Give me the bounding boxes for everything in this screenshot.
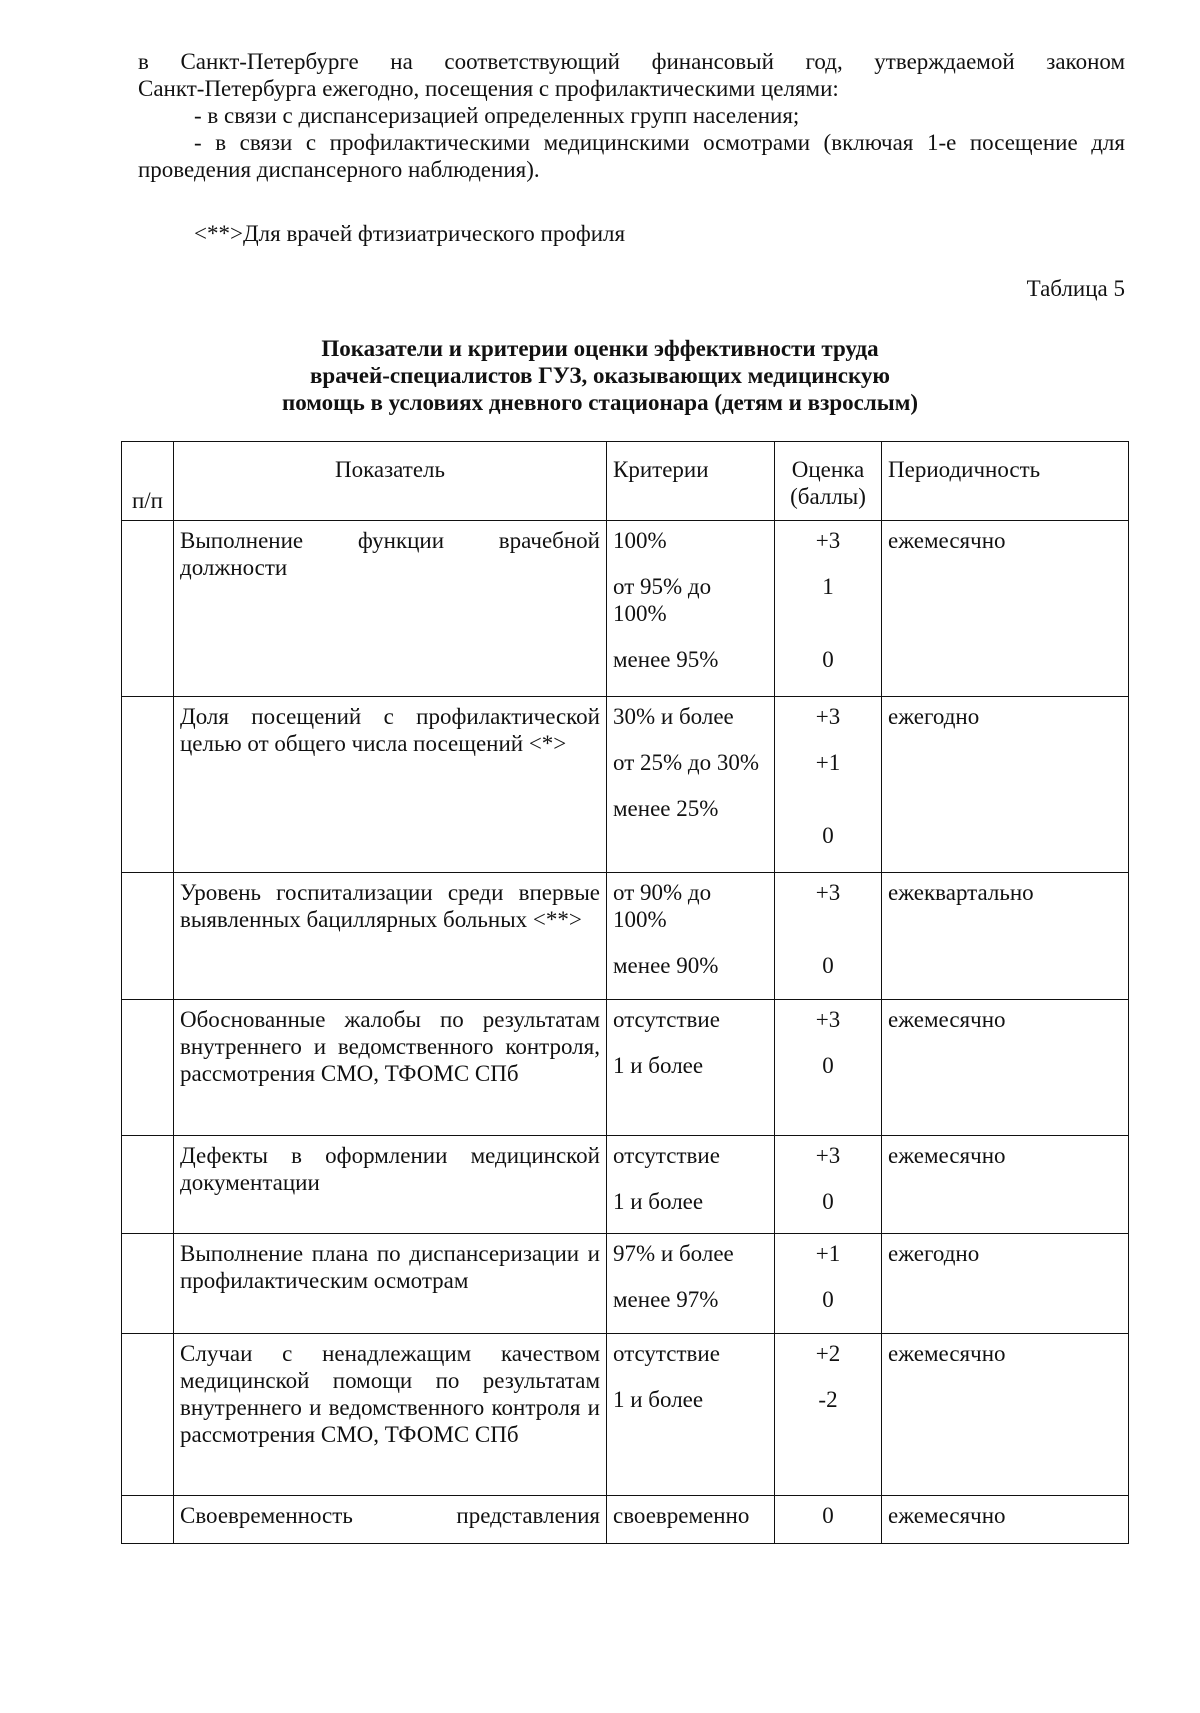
row-num bbox=[122, 521, 174, 697]
table-row bbox=[122, 873, 1129, 1000]
row-indicator: Обоснованные жалобы по результатам внутреннего и ведомственного контроля, рассмотрения СМО, ТФОМС СПб bbox=[180, 1007, 600, 1086]
criterion: 1 и более bbox=[613, 1189, 704, 1214]
intro-text bbox=[138, 48, 1125, 183]
criterion: менее 97% bbox=[613, 1287, 719, 1312]
row-period: ежегодно bbox=[882, 1234, 1129, 1334]
row-period: ежеквартально bbox=[882, 873, 1129, 1000]
header-period: Периодичность bbox=[882, 442, 1129, 521]
table-row bbox=[122, 697, 1129, 873]
row-period: ежемесячно bbox=[882, 1136, 1129, 1234]
header-criteria: Критерии bbox=[607, 442, 775, 521]
score: +3 bbox=[815, 1007, 841, 1032]
criterion: отсутствие bbox=[613, 1007, 720, 1032]
criterion: менее 25% bbox=[613, 796, 719, 821]
score: +3 bbox=[815, 704, 841, 729]
criterion: отсутствие bbox=[613, 1143, 720, 1168]
criterion: 97% и более bbox=[613, 1241, 734, 1266]
score: +1 bbox=[815, 1241, 841, 1266]
row-num bbox=[122, 1234, 174, 1334]
table-row bbox=[122, 1334, 1129, 1496]
score: 1 bbox=[822, 574, 834, 599]
intro-line-2: Санкт-Петербурга ежегодно, посещения с профилактическими целями: bbox=[138, 76, 839, 101]
score: +3 bbox=[815, 528, 841, 553]
criterion: 100% bbox=[613, 528, 667, 553]
score: +1 bbox=[815, 750, 841, 775]
score: 0 bbox=[822, 953, 834, 978]
criterion: 1 и более bbox=[613, 1387, 704, 1412]
title-line-1: Показатели и критерии оценки эффективности труда bbox=[321, 336, 879, 361]
row-period: ежемесячно bbox=[882, 1334, 1129, 1496]
table-title bbox=[0, 335, 1200, 416]
row-period: ежемесячно bbox=[882, 1496, 1129, 1544]
score: 0 bbox=[822, 1189, 834, 1214]
score: 0 bbox=[822, 1503, 834, 1528]
row-num bbox=[122, 697, 174, 873]
header-num: п/п bbox=[122, 442, 174, 521]
row-indicator: Случаи с ненадлежащим качеством медицинской помощи по результатам внутреннего и ведомственного контроля и рассмотрения СМО, ТФОМС СПб bbox=[180, 1341, 600, 1447]
score: -2 bbox=[818, 1387, 838, 1412]
row-indicator: Выполнение функции врачебной должности bbox=[180, 528, 600, 580]
score: +3 bbox=[815, 1143, 841, 1168]
intro-bullet-1: - в связи с диспансеризацией определенных групп населения; bbox=[194, 103, 800, 128]
criterion: менее 90% bbox=[613, 953, 719, 978]
criteria-table bbox=[121, 441, 1129, 1544]
intro-bullet-2: - в связи с профилактическими медицинскими осмотрами (включая 1-е посещение для проведения диспансерного наблюдения). bbox=[138, 130, 1125, 182]
header-indicator: Показатель bbox=[174, 442, 607, 521]
row-indicator: Выполнение плана по диспансеризации и профилактическим осмотрам bbox=[180, 1241, 600, 1293]
table-row bbox=[122, 1496, 1129, 1544]
row-num bbox=[122, 873, 174, 1000]
score: 0 bbox=[822, 647, 834, 672]
row-indicator: Уровень госпитализации среди впервые выявленных бациллярных больных <**> bbox=[180, 880, 600, 932]
criterion: от 90% до 100% bbox=[613, 880, 712, 932]
score: +3 bbox=[815, 880, 841, 905]
criterion: менее 95% bbox=[613, 647, 719, 672]
table-row bbox=[122, 1000, 1129, 1136]
title-line-3: помощь в условиях дневного стационара (детям и взрослым) bbox=[281, 390, 919, 415]
row-num bbox=[122, 1496, 174, 1544]
row-num bbox=[122, 1000, 174, 1136]
criterion: от 95% до 100% bbox=[613, 574, 712, 626]
row-indicator: Своевременность представления bbox=[180, 1503, 600, 1528]
table-header-row bbox=[122, 442, 1129, 521]
criterion: отсутствие bbox=[613, 1341, 720, 1366]
criterion: 30% и более bbox=[613, 704, 734, 729]
row-period: ежемесячно bbox=[882, 1000, 1129, 1136]
title-line-2: врачей-специалистов ГУЗ, оказывающих медицинскую bbox=[309, 363, 890, 388]
row-num bbox=[122, 1334, 174, 1496]
row-indicator: Дефекты в оформлении медицинской документации bbox=[180, 1143, 600, 1195]
score: 0 bbox=[822, 823, 834, 848]
score: +2 bbox=[815, 1341, 841, 1366]
score: 0 bbox=[822, 1053, 834, 1078]
row-period: ежемесячно bbox=[882, 521, 1129, 697]
table-label: Таблица 5 bbox=[1026, 276, 1125, 301]
row-period: ежегодно bbox=[882, 697, 1129, 873]
table-row bbox=[122, 1234, 1129, 1334]
row-indicator: Доля посещений с профилактической целью от общего числа посещений <*> bbox=[180, 704, 600, 756]
criterion: 1 и более bbox=[613, 1053, 704, 1078]
footnote: <**>Для врачей фтизиатрического профиля bbox=[194, 221, 626, 246]
table-row bbox=[122, 1136, 1129, 1234]
criterion: своевременно bbox=[613, 1503, 750, 1528]
score: 0 bbox=[822, 1287, 834, 1312]
criterion: от 25% до 30% bbox=[613, 750, 760, 775]
table-row bbox=[122, 521, 1129, 697]
header-score: Оценка (баллы) bbox=[775, 442, 882, 521]
row-num bbox=[122, 1136, 174, 1234]
intro-line-1: в Санкт-Петербурге на соответствующий финансовый год, утверждаемой законом bbox=[138, 49, 1125, 74]
table-body bbox=[122, 521, 1129, 1544]
